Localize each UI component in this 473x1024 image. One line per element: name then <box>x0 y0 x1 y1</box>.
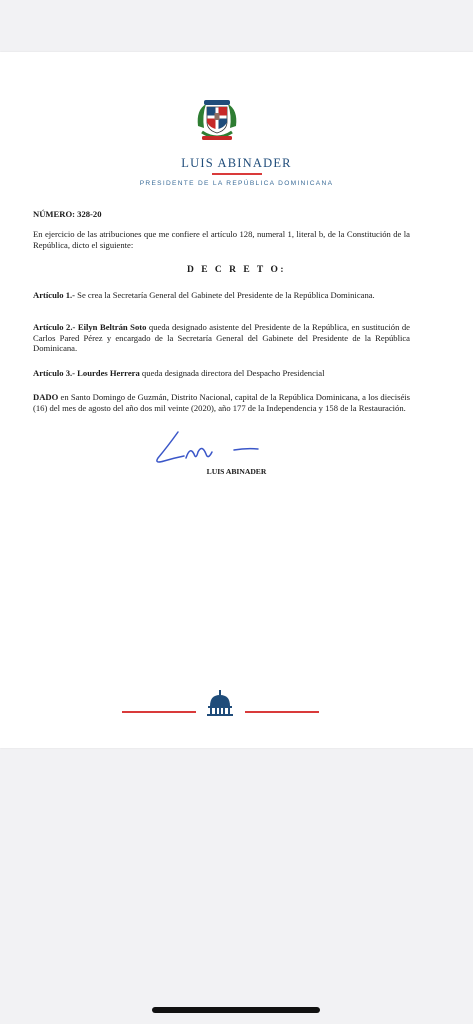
header-red-rule <box>212 173 262 175</box>
decree-number: NÚMERO: 328-20 <box>33 209 102 219</box>
preamble-paragraph: En ejercicio de las atribuciones que me confiere el artículo 128, numeral 1, literal b, de la Constitución de la República, dicto el siguiente: <box>33 229 410 250</box>
president-title-header: PRESIDENTE DE LA REPÚBLICA DOMINICANA <box>139 180 334 187</box>
article-1-label: Artículo 1.- <box>33 290 76 300</box>
article-1 <box>33 290 410 301</box>
footer-red-rule-left <box>122 711 196 713</box>
president-name-header: LUIS ABINADER <box>181 156 292 170</box>
article-2 <box>33 322 410 354</box>
palace-dome-icon <box>206 690 234 716</box>
article-2-text: queda designado asistente del Presidente de la República, en sustitución de Carlos Pared Pérez y encargado de la Secretaría General del Gabinete del Presidente de la República Dominicana. <box>33 322 410 354</box>
dado-text: en Santo Domingo de Guzmán, Distrito Nacional, capital de la República Dominicana, a los dieciséis (16) del mes de agosto del año dos mil veinte (2020), año 177 de la Independencia y 158 de la Restauración. <box>33 392 410 413</box>
signature-name: LUIS ABINADER <box>206 467 267 476</box>
footer-red-rule-right <box>245 711 319 713</box>
article-2-name: Eilyn Beltrán Soto <box>75 322 147 332</box>
article-3-label: Artículo 3.- <box>33 368 76 378</box>
article-3 <box>33 368 410 379</box>
coat-of-arms-icon <box>194 96 240 144</box>
article-3-text: queda designada directora del Despacho Presidencial <box>139 368 325 378</box>
article-3-name: Lourdes Herrera <box>75 368 140 378</box>
handwritten-signature <box>150 428 265 468</box>
article-1-text: Se crea la Secretaría General del Gabinete del Presidente de la República Dominicana. <box>75 290 375 300</box>
document-page <box>0 52 473 748</box>
home-indicator[interactable] <box>152 1007 320 1013</box>
dado-label: DADO <box>33 392 59 402</box>
article-2-label: Artículo 2.- <box>33 322 76 332</box>
decreto-heading: D E C R E T O: <box>186 265 287 275</box>
dado-paragraph <box>33 392 410 413</box>
